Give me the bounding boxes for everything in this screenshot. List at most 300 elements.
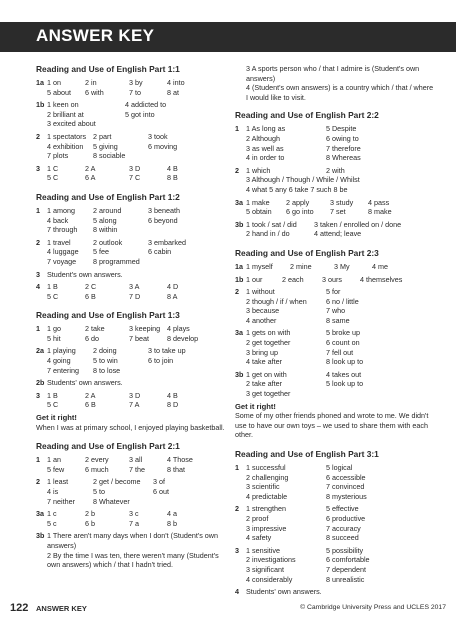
section-title: Reading and Use of English Part 1:1: [36, 64, 180, 74]
section-title: Reading and Use of English Part 2:3: [235, 247, 379, 258]
answer-cell: 7 plots: [47, 151, 69, 161]
question-label: 1: [36, 455, 40, 465]
question-label: [36, 366, 47, 376]
answer-cell: 4 is: [47, 487, 59, 496]
get-it-right-note: [36, 413, 228, 432]
answer-row: [36, 257, 228, 267]
question-label: [36, 151, 47, 161]
answer-row: [235, 175, 435, 185]
answer-cell: 3 of: [153, 477, 165, 487]
question-label: [235, 379, 246, 389]
answer-text: Students' own answers.: [47, 378, 123, 388]
answer-row: [235, 555, 435, 565]
answer-cell: 5 C: [47, 291, 59, 301]
answer-cell: 3 keeping: [129, 324, 161, 334]
answer-cell: 5 for: [326, 287, 341, 297]
answer-row: [235, 153, 435, 163]
answer-row: [36, 391, 228, 401]
question-label: [235, 207, 246, 217]
answer-row: [235, 287, 435, 297]
answer-cell: 4 Those: [167, 455, 193, 465]
answer-group: [36, 270, 228, 280]
answer-row: [36, 151, 228, 161]
question-label: [36, 119, 47, 129]
answer-cell: 1 spectators: [47, 131, 87, 141]
answer-group: [235, 328, 435, 366]
answer-cell: 7 convinced: [326, 482, 365, 492]
section-title: Reading and Use of English Part 3:1: [235, 449, 379, 459]
answer-cell: 4 addicted to: [125, 100, 167, 110]
answer-cell: 4 D: [167, 282, 179, 292]
answer-cell: 4 a: [167, 509, 177, 519]
answer-row: [36, 487, 228, 497]
answer-cell: 2 take: [85, 324, 105, 334]
footer-label: ANSWER KEY: [36, 604, 87, 613]
answer-row: [36, 142, 228, 152]
answer-cell: 4 take after: [246, 357, 282, 367]
answer-cell: 8 to lose: [93, 365, 121, 375]
answer-continuation: [235, 64, 435, 102]
answer-section: [36, 310, 228, 432]
answer-row: [36, 346, 228, 356]
answer-cell: 6 go into: [286, 207, 314, 217]
answer-cell: 1 B: [47, 390, 58, 400]
question-label: 1: [235, 124, 239, 134]
answer-row: [36, 132, 228, 142]
answer-cell: 5 few: [47, 464, 65, 474]
answer-cell: 8 A: [167, 291, 178, 301]
answer-cell: 2 challenging: [246, 472, 289, 482]
question-label: 3b: [235, 369, 244, 379]
answer-cell: 1 sensitive: [246, 545, 280, 555]
answer-cell: 5 hit: [47, 333, 61, 343]
answer-cell: 1 strengthen: [246, 504, 286, 514]
answer-cell: 4 going: [47, 356, 71, 366]
question-label: 1: [36, 205, 40, 215]
answer-row: [36, 324, 228, 334]
answer-cell: 1 C: [47, 163, 59, 173]
answer-cell: [125, 119, 215, 129]
answer-cell: 4 themselves: [360, 274, 403, 284]
answer-group: [235, 124, 435, 162]
answer-cell: 2 get / become: [93, 477, 141, 487]
answer-cell: 7 therefore: [326, 143, 361, 153]
question-label: [36, 110, 47, 120]
answer-cell: 1 on: [47, 78, 61, 87]
answer-group: [235, 546, 435, 584]
answer-cell: 4 takes out: [326, 369, 362, 379]
question-label: [36, 88, 47, 98]
answer-cell: 5 about: [47, 87, 71, 97]
question-label: [36, 225, 47, 235]
answer-cell: 4 considerably: [246, 574, 293, 584]
question-label: 3: [36, 163, 40, 173]
answer-row: [235, 492, 435, 502]
question-label: 2: [235, 165, 239, 175]
section-title: Reading and Use of English Part 1:3: [36, 310, 180, 321]
answer-row: [36, 225, 228, 235]
answer-cell: 6 no / little: [326, 296, 359, 306]
question-label: [235, 524, 246, 534]
answer-row: [36, 119, 228, 129]
answer-cell: 2 around: [93, 205, 122, 215]
question-label: [235, 338, 246, 348]
question-label: [235, 482, 246, 492]
answer-section: [235, 248, 435, 440]
answer-cell: 3 took: [148, 131, 168, 141]
answer-cell: 2 take after: [246, 379, 282, 389]
answer-cell: [148, 366, 200, 376]
answer-cell: 3 bring up: [246, 347, 278, 357]
question-label: [235, 492, 246, 502]
answer-cell: 6 out: [153, 487, 169, 496]
question-label: [235, 473, 246, 483]
answer-row: [36, 270, 228, 280]
question-label: [235, 153, 246, 163]
answer-cell: 2 outlook: [93, 237, 123, 247]
answer-cell: 8 that: [167, 464, 185, 474]
answer-row: [235, 134, 435, 144]
answer-cell: 2 get together: [246, 338, 291, 348]
answer-row: [36, 247, 228, 257]
question-label: [235, 134, 246, 144]
question-label: 4: [235, 587, 239, 597]
answer-cell: 6 B: [85, 400, 96, 410]
answer-cell: 2 mine: [290, 261, 312, 271]
question-label: [235, 64, 246, 83]
answer-cell: 7 the: [129, 464, 145, 474]
answer-row: [36, 164, 228, 174]
question-label: 1a: [235, 261, 243, 271]
answer-cell: 8 make: [368, 207, 392, 217]
answer-group: [36, 509, 228, 528]
answer-cell: 1 gets on with: [246, 328, 291, 338]
answer-row: [235, 482, 435, 492]
answer-cell: 4 B: [167, 163, 178, 173]
answer-row: [235, 575, 435, 585]
answer-cell: 6 do: [85, 333, 99, 343]
answer-cell: 8 unrealistic: [326, 574, 365, 584]
answer-sentence: 3 A sports person who / that I admire is (Student's own answers): [246, 64, 420, 83]
answer-cell: 6 with: [85, 87, 104, 97]
question-label: 3a: [235, 328, 243, 338]
note-heading: Get it right!: [235, 401, 276, 411]
answer-group: [36, 78, 228, 97]
answer-row: [235, 306, 435, 316]
answer-cell: 5 obtain: [246, 207, 272, 217]
answer-cell: 3 A: [129, 282, 140, 292]
answer-cell: 2 apply: [286, 197, 310, 207]
answer-cell: 3 beneath: [148, 205, 180, 215]
answer-cell: 8 programmed: [93, 256, 140, 266]
answer-row: [36, 78, 228, 88]
answer-row: [235, 546, 435, 556]
answer-cell: [148, 225, 200, 235]
question-label: [235, 83, 246, 102]
answer-cell: 5 giving: [93, 141, 118, 151]
answer-cell: [153, 497, 193, 507]
answer-cell: 8 D: [167, 400, 179, 410]
answer-group: [235, 370, 435, 399]
answer-cell: 4 in order to: [246, 153, 285, 163]
answer-group: [36, 132, 228, 161]
answer-group: [36, 324, 228, 343]
answer-group: [235, 198, 435, 217]
answer-cell: 5 effective: [326, 504, 359, 514]
answer-row: [36, 356, 228, 366]
answer-cell: 2 proof: [246, 513, 269, 523]
question-label: 1a: [36, 78, 44, 87]
question-label: 1: [36, 324, 40, 334]
answer-row: [235, 463, 435, 473]
answer-cell: 5 look up to: [326, 379, 364, 389]
answer-cell: 1 get on with: [246, 369, 287, 379]
answer-cell: 6 comfortable: [326, 555, 370, 565]
answer-row: [235, 198, 435, 208]
answer-cell: 2 though / if / when: [246, 296, 307, 306]
answer-row: [36, 88, 228, 98]
answer-cell: 4 luggage: [47, 247, 79, 257]
answer-cell: 1 B: [47, 282, 58, 292]
answer-row: [36, 282, 228, 292]
answer-cell: 7 fell out: [326, 347, 354, 357]
answer-group: [36, 455, 228, 474]
answer-cell: 6 cabin: [148, 247, 172, 257]
answer-cell: 1 least: [47, 477, 69, 487]
answer-cell: 5 fee: [93, 247, 109, 257]
answer-cell: 2 A: [85, 163, 96, 173]
header-banner: [0, 22, 456, 52]
answer-group: [235, 166, 435, 195]
answer-cell: 3 ours: [322, 274, 342, 284]
answer-cell: 5 broke up: [326, 328, 360, 338]
answer-cell: 5 possibility: [326, 545, 364, 555]
question-label: 3: [36, 390, 40, 400]
question-label: 2: [36, 477, 40, 487]
answer-row: [235, 262, 435, 272]
answer-cell: 4 pass: [368, 197, 390, 207]
answer-cell: 1 which: [246, 165, 271, 175]
question-label: [36, 465, 47, 475]
answer-row: [36, 110, 228, 120]
answer-group: [235, 220, 435, 239]
answer-cell: 8 same: [326, 315, 350, 325]
answer-group: [235, 504, 435, 542]
answer-cell: 8 Whatever: [93, 496, 130, 506]
answer-cell: 8 mysterious: [326, 491, 367, 501]
question-label: 3a: [235, 197, 243, 207]
answer-cell: 5 Despite: [326, 124, 357, 134]
note-heading: Get it right!: [36, 413, 77, 423]
answer-cell: 2 with: [326, 165, 345, 175]
answer-group: [36, 531, 228, 569]
answer-cell: 3 to take up: [148, 346, 186, 356]
answer-cell: 7 dependent: [326, 564, 366, 574]
answer-cell: 3 significant: [246, 564, 284, 574]
question-label: [36, 216, 47, 226]
answer-cell: 1 our: [246, 274, 263, 284]
answer-row: [235, 275, 435, 285]
question-label: [235, 316, 246, 326]
answer-cell: 6 count on: [326, 338, 360, 348]
answer-cell: 7 through: [47, 225, 78, 235]
question-label: [235, 306, 246, 316]
answer-group: [235, 287, 435, 325]
answer-row: [36, 531, 228, 550]
answer-cell: 2 every: [85, 455, 109, 465]
answer-group: [36, 378, 228, 388]
answer-cell: 4 predictable: [246, 491, 288, 501]
answer-cell: 3 excited about: [47, 119, 96, 129]
question-label: 3: [36, 269, 40, 279]
question-label: [235, 185, 246, 195]
question-label: [235, 565, 246, 575]
answer-cell: 3 c: [129, 509, 139, 519]
question-label: 3a: [36, 509, 44, 519]
answer-cell: 5 C: [47, 173, 59, 183]
answer-cell: 7 voyage: [47, 256, 77, 266]
answer-group: [36, 346, 228, 375]
answer-cell: 5 logical: [326, 463, 353, 472]
answer-cell: [326, 185, 416, 195]
question-label: 3: [235, 545, 239, 555]
answer-cell: 8 b: [167, 518, 177, 528]
answer-row: [235, 533, 435, 543]
answer-row: [36, 173, 228, 183]
answer-cell: 4 safety: [246, 533, 272, 543]
answer-cell: 1 make: [246, 197, 270, 207]
question-label: 1: [235, 463, 239, 472]
answer-cell: 3 embarked: [148, 237, 186, 247]
question-label: [36, 356, 47, 366]
answer-row: [235, 389, 435, 399]
question-label: [36, 247, 47, 257]
answer-text: Student's own answers.: [47, 269, 123, 279]
answer-cell: 5 c: [47, 518, 57, 528]
answer-row: [36, 216, 228, 226]
question-label: [235, 555, 246, 565]
answer-cell: 6 moving: [148, 141, 178, 151]
answer-cell: 4 into: [167, 78, 185, 87]
section-title: Reading and Use of English Part 1:2: [36, 191, 180, 202]
question-label: [36, 292, 47, 302]
answer-cell: 8 look up to: [326, 357, 364, 367]
answer-cell: 8 sociable: [93, 151, 126, 161]
answer-cell: 3 D: [129, 390, 141, 400]
answer-row: [36, 378, 228, 388]
answer-group: [36, 391, 228, 410]
answer-cell: 6 A: [85, 173, 96, 183]
answer-section: [235, 449, 435, 597]
answer-cell: 7 neither: [47, 496, 75, 506]
get-it-right-note: [235, 402, 435, 440]
answer-cell: 2 A: [85, 390, 96, 400]
answer-cell: 1 took / sat / did: [246, 219, 297, 229]
answer-cell: 8 within: [93, 225, 118, 235]
answer-group: [36, 164, 228, 183]
page-number: 122: [10, 602, 29, 614]
answer-cell: 8 at: [167, 87, 179, 97]
answer-sentence: 4 (Student's own answers) is a country which / that / where I would like to visit.: [246, 83, 434, 102]
answer-group: [36, 206, 228, 235]
answer-cell: 7 A: [129, 400, 140, 410]
answer-row: [235, 370, 435, 380]
answer-row: [36, 465, 228, 475]
copyright: © Cambridge University Press and UCLES 2017: [300, 604, 446, 611]
answer-sentence: 2 By the time I was ten, there weren't many (Student's own answers) which / that I hadn't tried.: [47, 550, 219, 570]
answer-group: [36, 238, 228, 267]
answer-cell: 7 D: [129, 291, 141, 301]
answer-cell: 4 exhibition: [47, 141, 84, 151]
answer-cell: 6 B: [85, 291, 96, 301]
answer-cell: 7 beat: [129, 333, 149, 343]
question-label: 2: [235, 504, 239, 514]
answer-row: [235, 379, 435, 389]
answer-cell: 6 accessible: [326, 472, 366, 482]
answer-cell: 1 successful: [246, 463, 286, 472]
answer-row: [36, 334, 228, 344]
answer-cell: [326, 175, 416, 185]
answer-row: [235, 185, 435, 195]
answer-cell: 4 back: [47, 215, 69, 225]
answer-cell: 3 all: [129, 455, 143, 465]
answer-cell: 4 B: [167, 390, 178, 400]
answer-cell: 1 travel: [47, 237, 71, 247]
answer-cell: 6 to join: [148, 356, 174, 366]
answer-cell: 2 brilliant at: [47, 109, 84, 119]
question-label: [36, 142, 47, 152]
answer-cell: 3 because: [246, 306, 280, 316]
answer-group: [235, 262, 435, 272]
question-label: 3b: [235, 219, 244, 229]
question-label: [235, 357, 246, 367]
answer-row: [36, 292, 228, 302]
question-label: 2: [36, 131, 40, 141]
section-title: Reading and Use of English Part 2:1: [36, 441, 180, 452]
answer-row: [235, 524, 435, 534]
answer-cell: 7 entering: [47, 365, 79, 375]
answer-cell: 1 an: [47, 455, 61, 465]
answer-cell: 5 got into: [125, 109, 155, 119]
answer-cell: 7 a: [129, 518, 139, 528]
question-label: 2: [36, 237, 40, 247]
note-text: Some of my other friends phoned and wrote to me. We didn't use to have our own toys – we used to share them with each other.: [235, 411, 429, 440]
answer-cell: 6 owing to: [326, 133, 359, 143]
answer-cell: 5 C: [47, 400, 59, 410]
question-label: 2a: [36, 346, 44, 356]
answer-cell: 1 myself: [246, 261, 273, 271]
answer-cell: 2 investigations: [246, 555, 296, 565]
answer-section: [36, 192, 228, 301]
answer-row: [235, 166, 435, 176]
question-label: [36, 400, 47, 410]
answer-cell: 2 b: [85, 509, 95, 519]
question-label: [235, 229, 246, 239]
answer-cell: 4 what 5 any 6 take 7 such 8 be: [246, 184, 348, 194]
answer-cell: 1 among: [47, 205, 75, 215]
question-label: [235, 533, 246, 543]
answer-row: [235, 64, 435, 83]
question-label: 1b: [235, 274, 244, 284]
note-text: When I was at primary school, I enjoyed playing basketball.: [36, 422, 225, 432]
answer-row: [235, 357, 435, 367]
answer-row: [36, 400, 228, 410]
question-label: [235, 389, 246, 399]
answer-cell: 1 go: [47, 324, 61, 334]
question-label: [235, 175, 246, 185]
answer-row: [235, 565, 435, 575]
answer-row: [36, 519, 228, 529]
